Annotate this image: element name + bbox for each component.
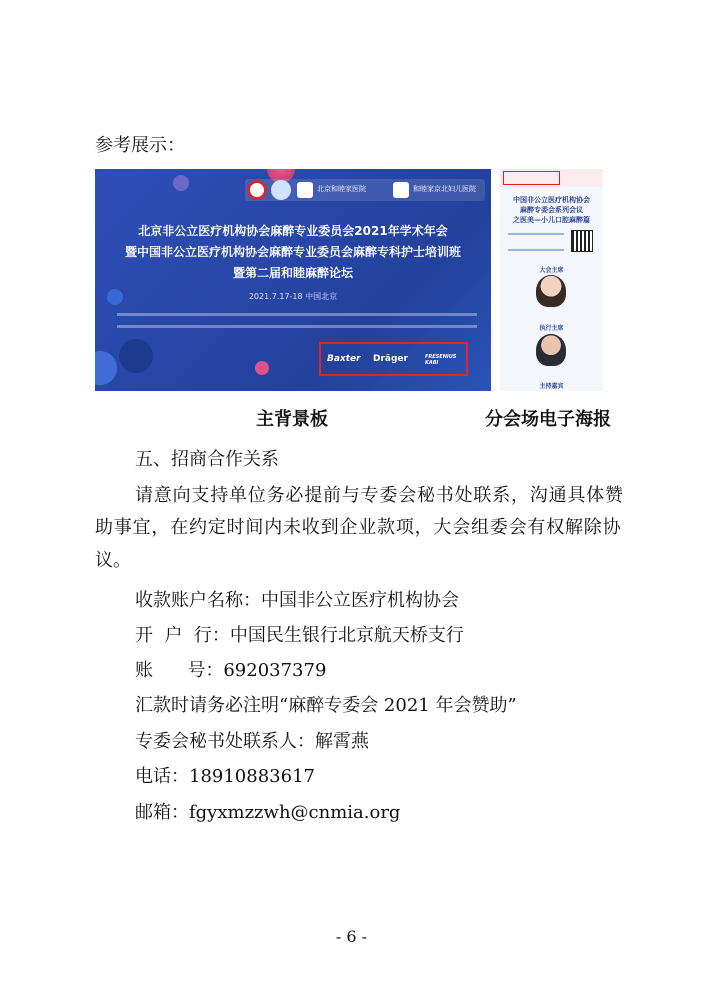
decorative-circle bbox=[119, 339, 153, 373]
phone-row bbox=[135, 766, 315, 788]
account-name-row bbox=[135, 590, 459, 612]
sponsor-drager: Dräger bbox=[373, 354, 408, 364]
sponsor-highlight-box bbox=[319, 342, 468, 376]
contact-row bbox=[135, 731, 369, 753]
backdrop-logo-bar bbox=[245, 179, 485, 201]
association-logo-icon bbox=[247, 180, 267, 200]
phone-label: 电话： bbox=[135, 766, 189, 787]
backdrop-title-line-1: 北京非公立医疗机构协会麻醉专业委员会2021年学术年会 bbox=[138, 224, 448, 238]
account-number-value: 692037379 bbox=[223, 660, 327, 681]
account-name-value: 中国非公立医疗机构协会 bbox=[261, 590, 459, 611]
decorative-circle bbox=[173, 175, 189, 191]
sponsor-highlight-box bbox=[503, 171, 560, 185]
phone-value: 18910883617 bbox=[189, 766, 315, 787]
account-name-label: 收款账户名称： bbox=[135, 590, 261, 611]
caption-main-backdrop: 主背景板 bbox=[256, 409, 328, 430]
bank-label: 开 户 行： bbox=[135, 625, 230, 646]
poster-exec-heading: 执行主席 bbox=[539, 325, 564, 332]
organizer-fine-print bbox=[117, 325, 477, 328]
poster-info-lines bbox=[508, 233, 564, 251]
organizer-fine-print bbox=[117, 313, 477, 316]
email-value: fgyxmzzwh@cnmia.org bbox=[189, 802, 401, 823]
page-number: - 6 - bbox=[335, 927, 368, 946]
reference-label: 参考展示： bbox=[95, 135, 185, 156]
society-logo-icon bbox=[271, 180, 291, 200]
decorative-circle bbox=[95, 351, 117, 385]
account-number-label: 账 号： bbox=[135, 660, 224, 681]
caption-poster: 分会场电子海报 bbox=[485, 409, 611, 430]
poster-title-line-2: 麻醉专委会系列会议 bbox=[520, 206, 583, 214]
qr-code-icon bbox=[572, 231, 592, 251]
sponsor-fresenius: FRESENIUS KABI bbox=[425, 354, 457, 366]
backdrop-title-line-2: 暨中国非公立医疗机构协会麻醉专业委员会麻醉专科护士培训班 bbox=[124, 245, 461, 259]
contact-label: 专委会秘书处联系人： bbox=[135, 731, 315, 752]
paragraph-line-1: 请意向支持单位务必提前与专委会秘书处联系，沟通具体赞 bbox=[135, 485, 624, 506]
hospital-name-1: 北京和睦家医院 bbox=[317, 185, 366, 193]
decorative-circle bbox=[255, 361, 269, 375]
paragraph-line-3: 议。 bbox=[95, 550, 131, 571]
bank-value: 中国民生银行北京航天桥支行 bbox=[229, 625, 464, 646]
backdrop-title-line-3: 暨第二届和睦麻醉论坛 bbox=[232, 266, 353, 280]
paragraph-line-2: 助事宜，在约定时间内未收到企业款项，大会组委会有权解除协 bbox=[95, 517, 622, 538]
poster-title-line-1: 中国非公立医疗机构协会 bbox=[513, 196, 590, 204]
bank-row bbox=[135, 625, 464, 647]
email-row bbox=[135, 802, 400, 824]
hospital-logo-icon bbox=[297, 182, 313, 198]
poster-title-line-3: 之医美—小儿口腔麻醉篇 bbox=[513, 216, 590, 224]
remit-note: 汇款时请务必注明“麻醉专委会 2021 年会赞助” bbox=[135, 695, 517, 716]
sponsor-baxter: Baxter bbox=[327, 354, 361, 364]
executive-chairman-photo bbox=[536, 334, 566, 366]
backdrop-date: 2021.7.17-18 中国北京 bbox=[248, 292, 338, 301]
chairman-photo bbox=[536, 275, 566, 307]
hospital-logo-icon bbox=[393, 182, 409, 198]
poster-guests-heading: 主持嘉宾 bbox=[539, 383, 564, 390]
email-label: 邮箱： bbox=[135, 802, 189, 823]
main-backdrop-image bbox=[95, 169, 491, 391]
contact-value: 解霄燕 bbox=[315, 731, 369, 752]
hospital-name-2: 和睦家京北妇儿医院 bbox=[413, 185, 476, 193]
poster-host-heading: 大会主席 bbox=[539, 267, 564, 274]
section-heading: 五、招商合作关系 bbox=[135, 449, 279, 470]
account-number-row bbox=[135, 660, 326, 682]
session-poster-image bbox=[500, 169, 603, 391]
